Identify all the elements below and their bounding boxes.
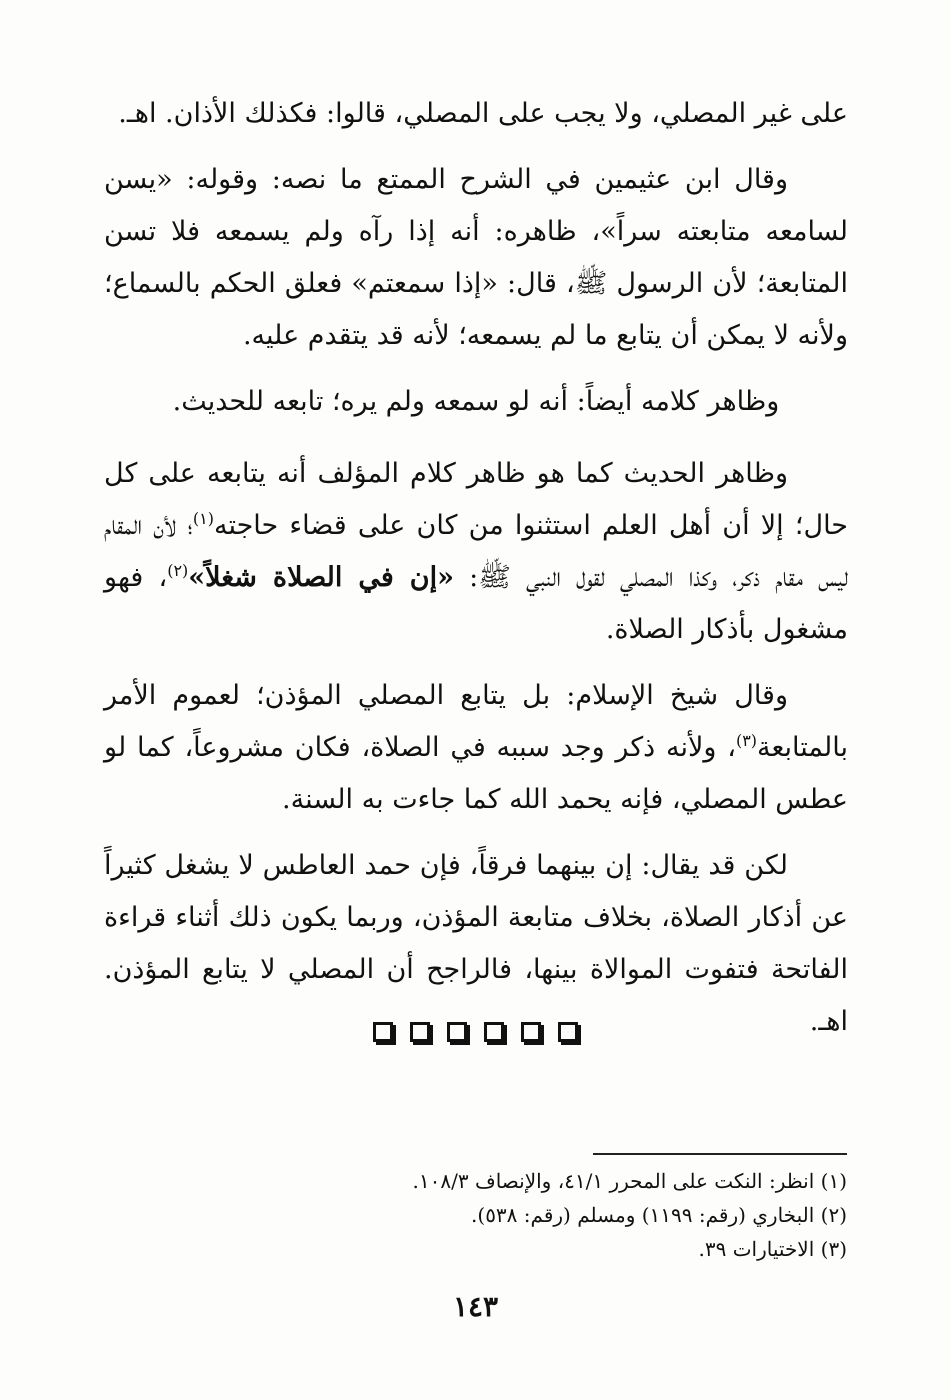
- square-ornament-icon: [447, 1022, 467, 1042]
- square-ornament-icon: [373, 1022, 393, 1042]
- page-body: [104, 88, 848, 1062]
- footnote-ref-1: (١): [192, 509, 214, 528]
- paragraph-2: وقال ابن عثيمين في الشرح الممتع ما نصه: وقوله: «يسن لسامعه متابعته سراً»، ظاهره: أنه إذا رآه ولم يسمعه فلا تسن المتابعة؛ لأن الرسول ﷺ، قال: «إذا سمعتم» فعلق الحكم بالسماع؛ ولأنه لا يمكن أن يتابع ما لم يسمعه؛ لأنه قد يتقدم عليه.: [104, 164, 848, 351]
- footnote-divider: [593, 1153, 847, 1155]
- paragraph-6: لكن قد يقال: إن بينهما فرقاً، فإن حمد العاطس لا يشغل كثيراً عن أذكار الصلاة، بخلاف متابعة المؤذن، وربما يكون ذلك أثناء قراءة الفاتحة فتفوت الموالاة بينها، فالراجح أن المصلي لا يتابع المؤذن. اهـ.: [104, 850, 849, 1037]
- paragraph-4: [104, 448, 848, 656]
- square-ornament-icon: [410, 1022, 430, 1042]
- square-ornament-icon: [484, 1022, 504, 1042]
- page-number: ١٤٣: [452, 1290, 499, 1323]
- hadith-quote: «إن في الصلاة شغلاً»: [188, 562, 454, 593]
- footnote-ref-3: (٣): [735, 731, 758, 750]
- footnote-2: (٢) البخاري (رقم: ١١٩٩) ومسلم (رقم: ٥٣٨).: [471, 1203, 847, 1227]
- paragraph-1: على غير المصلي، ولا يجب على المصلي، قالوا: فكذلك الأذان. اهـ.: [118, 98, 848, 129]
- paragraph-5-text-a: وقال شيخ الإسلام: بل يتابع المصلي المؤذن؛ لعموم الأمر بالمتابعة: [104, 680, 848, 763]
- square-ornament-icon: [521, 1022, 541, 1042]
- paragraph-3: وظاهر كلامه أيضاً: أنه لو سمعه ولم يره؛ تابعه للحديث.: [172, 386, 780, 417]
- footnote-ref-2: (٢): [167, 561, 189, 580]
- square-ornament-icon: [558, 1022, 578, 1042]
- paragraph-4-text-c: ، فهو مشغول بأذكار الصلاة.: [104, 562, 848, 645]
- footnote-1: (١) انظر: النكت على المحرر ٤١/١، والإنصاف ١٠٨/٣.: [412, 1169, 847, 1193]
- paragraph-5: [104, 670, 848, 826]
- paragraph-5-text-b: ، ولأنه ذكر وجد سببه في الصلاة، فكان مشروعاً، كما لو عطس المصلي، فإنه يحمد الله كما جاءت به السنة.: [104, 732, 848, 815]
- footnote-3: (٣) الاختيارات ٣٩.: [698, 1237, 847, 1261]
- paragraph-4-text-a: وظاهر الحديث كما هو ظاهر كلام المؤلف أنه يتابعه على كل حال؛ إلا أن أهل العلم استثنوا من كان على قضاء حاجته: [104, 458, 848, 541]
- paragraph-4-text-b: ؛ لأن المقام ليس مقام ذكر، وكذا المصلي لقول النبي ﷺ:: [104, 510, 848, 593]
- footnotes: [103, 1164, 847, 1266]
- section-separator: [0, 1022, 951, 1046]
